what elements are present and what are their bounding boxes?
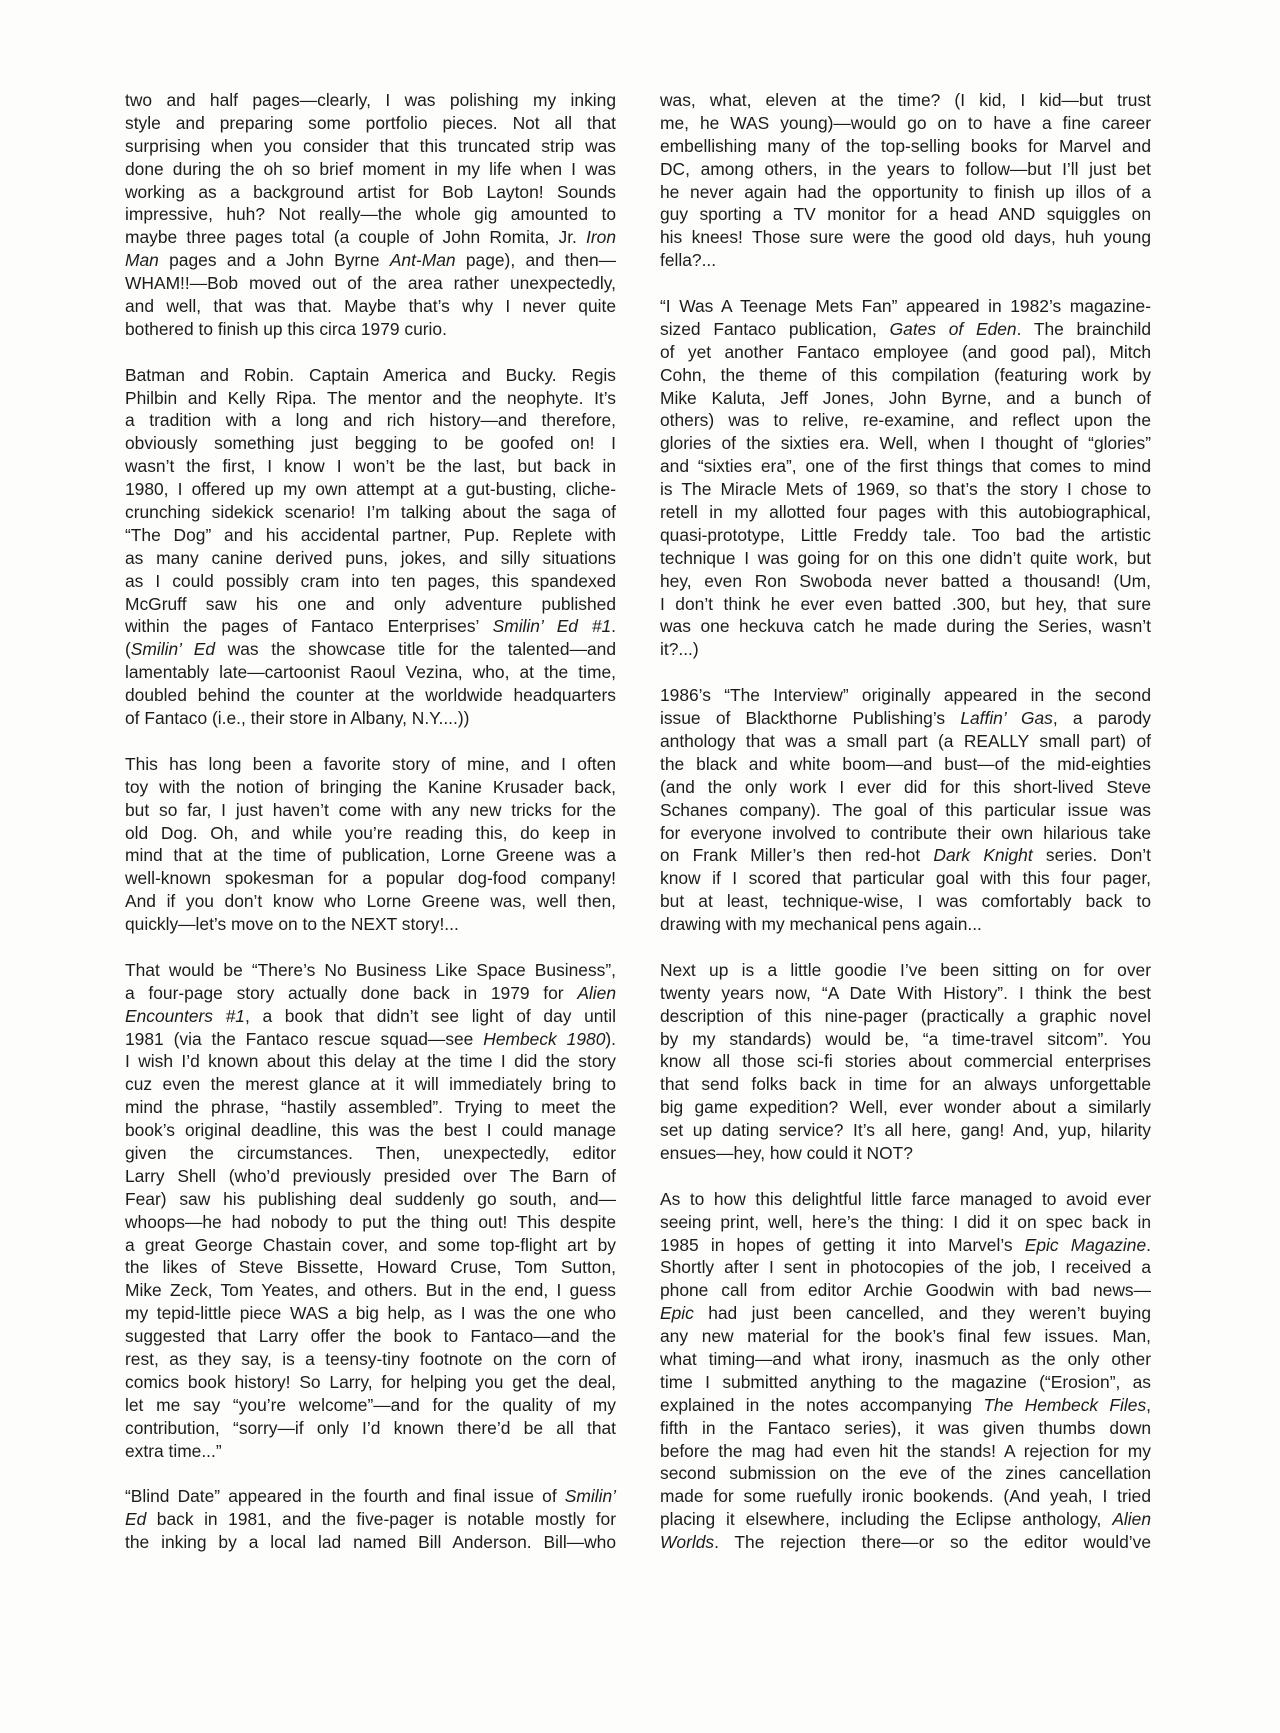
text-line: glories of the sixties era. Well, when I thought of “glories” <box>660 433 1151 454</box>
text-line: and “sixties era”, one of the first things that comes to mind <box>660 456 1151 477</box>
text-line: the likes of Steve Bissette, Howard Cruse, Tom Sutton, <box>125 1257 616 1278</box>
italic-title: Iron <box>586 227 616 248</box>
text-line: know if I scored that particular goal with this four pager, <box>660 868 1151 889</box>
text-line: phone call from editor Archie Goodwin with bad news— <box>660 1280 1151 1301</box>
text-line: is The Miracle Mets of 1969, so that’s the story I chose to <box>660 479 1151 500</box>
text-line: surprising when you consider that this truncated strip was <box>125 135 616 156</box>
text-line: was one heckuva catch he made during the Series, wasn’t <box>660 616 1151 637</box>
text-line: 1986’s “The Interview” originally appeared in the second <box>660 685 1151 706</box>
text-run: 1981 (via the Fantaco rescue squad—see <box>125 1028 484 1049</box>
text-line: Shortly after I sent in photocopies of the job, I received a <box>660 1257 1151 1278</box>
text-line: Philbin and Kelly Ripa. The mentor and the neophyte. It’s <box>125 387 616 408</box>
text-line: book’s original deadline, this was the best I could manage <box>125 1120 616 1141</box>
text-line: made for some ruefully ironic bookends. (And yeah, I tried <box>660 1486 1151 1507</box>
italic-title: Alien <box>1112 1509 1151 1530</box>
paragraph <box>660 89 1151 272</box>
text-line <box>660 318 1151 341</box>
text-line: “I Was A Teenage Mets Fan” appeared in 1982’s magazine- <box>660 296 1151 317</box>
text-line: technique I was going for on this one didn’t quite work, but <box>660 547 1151 568</box>
italic-title: Epic <box>660 1303 694 1324</box>
italic-title: Encounters #1 <box>125 1005 245 1026</box>
text-line: DC, among others, in the years to follow—but I’ll just bet <box>660 158 1151 179</box>
text-line: mind that at the time of publication, Lorne Greene was a <box>125 845 616 866</box>
text-line: anthology that was a small part (a REALLY small part) of <box>660 730 1151 751</box>
text-line: for everyone involved to contribute their own hilarious take <box>660 822 1151 843</box>
text-line: well-known spokesman for a popular dog-food company! <box>125 868 616 889</box>
text-line: a tradition with a long and rich history—and therefore, <box>125 410 616 431</box>
text-line: second submission on the eve of the zines cancellation <box>660 1463 1151 1484</box>
text-line <box>125 638 616 661</box>
text-line: cuz even the merest glance at it will immediately bring to <box>125 1074 616 1095</box>
italic-title: Worlds <box>660 1532 715 1553</box>
right-column <box>660 89 1151 1577</box>
text-line: And if you don’t know who Lorne Greene was, well then, <box>125 891 616 912</box>
text-line: wasn’t the first, I know I won’t be the last, but back in <box>125 456 616 477</box>
text-run: within the pages of Fantaco Enterprises’ <box>125 616 493 637</box>
text-run: had just been cancelled, and they weren’t buying <box>693 1303 1151 1324</box>
text-line: he never again had the opportunity to finish up illos of a <box>660 181 1151 202</box>
text-line: guy sporting a TV monitor for a head AND squiggles on <box>660 204 1151 225</box>
italic-title: The Hembeck Files <box>983 1394 1147 1415</box>
text-line: set up dating service? It’s all here, gang! And, yup, hilarity <box>660 1120 1151 1141</box>
text-line: quasi-prototype, Little Freddy tale. Too bad the artistic <box>660 524 1151 545</box>
italic-title: Ed <box>125 1509 147 1530</box>
text-line: the inking by a local lad named Bill Anderson. Bill—who <box>125 1532 616 1553</box>
text-line: but so far, I just haven’t come with any new tricks for the <box>125 799 616 820</box>
paragraph <box>125 753 616 936</box>
text-line: it?...) <box>660 639 699 660</box>
text-line: bothered to finish up this circa 1979 curio. <box>125 318 447 339</box>
text-line: two and half pages—clearly, I was polishing my inking <box>125 90 616 110</box>
text-line: That would be “There’s No Business Like Space Business”, <box>125 959 616 980</box>
text-line: lamentably late—cartoonist Raoul Vezina, who, at the time, <box>125 662 616 683</box>
text-line <box>125 1005 616 1028</box>
italic-title: Alien <box>577 982 616 1003</box>
text-line: and well, that was that. Maybe that’s why I never quite <box>125 296 616 317</box>
text-line: old Dog. Oh, and while you’re reading this, do keep in <box>125 822 616 843</box>
text-line <box>125 1028 616 1051</box>
text-line <box>125 226 616 249</box>
text-line: let me say “you’re welcome”—and for the quality of my <box>125 1394 616 1415</box>
text-line: ensues—hey, how could it NOT? <box>660 1142 913 1163</box>
italic-title: Smilin’ Ed #1 <box>492 616 612 637</box>
text-line: what timing—and what irony, inasmuch as the only other <box>660 1348 1151 1369</box>
text-run: page), and then— <box>455 250 617 271</box>
text-line: by my standards) would be, “a time-travel sitcom”. You <box>660 1028 1151 1049</box>
paragraph <box>660 1188 1151 1554</box>
text-line: Schanes company). The goal of this particular issue was <box>660 799 1151 820</box>
text-run: back in 1981, and the five-pager is notable mostly for <box>146 1509 616 1530</box>
italic-title: Man <box>125 250 159 271</box>
paragraph <box>660 295 1151 661</box>
italic-title: Dark Knight <box>933 845 1033 866</box>
text-line <box>660 1531 1151 1554</box>
text-line: Larry Shell (who’d previously presided over The Barn of <box>125 1165 616 1186</box>
text-line: as I could possibly cram into ten pages, this spandexed <box>125 570 616 591</box>
text-line: obviously something just begging to be goofed on! I <box>125 433 616 454</box>
text-run: maybe three pages total (a couple of John Romita, Jr. <box>125 227 587 248</box>
text-line: before the mag had even hit the stands! A rejection for my <box>660 1440 1151 1461</box>
text-line: any new material for the book’s final few issues. Man, <box>660 1326 1151 1347</box>
text-run: 1985 in hopes of getting it into Marvel’s <box>660 1234 1025 1255</box>
paragraph <box>125 89 616 341</box>
text-run: placing it elsewhere, including the Eclipse anthology, <box>660 1509 1113 1530</box>
text-line: of Fantaco (i.e., their store in Albany, N.Y....)) <box>125 708 470 729</box>
text-line: the black and white boom—and bust—of the mid-eighties <box>660 753 1151 774</box>
text-line: As to how this delightful little farce managed to avoid ever <box>660 1188 1151 1209</box>
text-line: I wish I’d known about this delay at the time I did the story <box>125 1051 616 1072</box>
text-line: as many canine derived puns, jokes, and silly situations <box>125 547 616 568</box>
text-line: know all those sci-fi stories about commercial enterprises <box>660 1051 1151 1072</box>
text-line <box>660 844 1151 867</box>
paragraph <box>125 1485 616 1554</box>
text-run: on Frank Miller’s then red-hot <box>660 845 934 866</box>
text-line: This has long been a favorite story of mine, and I often <box>125 753 616 774</box>
text-line: Next up is a little goodie I’ve been sitting on for over <box>660 959 1151 980</box>
text-line: “The Dog” and his accidental partner, Pup. Replete with <box>125 524 616 545</box>
text-line: crunching sidekick scenario! I’m talking about the saga of <box>125 502 616 523</box>
text-line: (and the only work I ever did for this short-lived Steve <box>660 776 1151 797</box>
text-line: but at least, technique-wise, I was comfortably back to <box>660 891 1151 912</box>
text-run: sized Fantaco publication, <box>660 318 890 339</box>
text-line: mind the phrase, “hastily assembled”. Trying to meet the <box>125 1097 616 1118</box>
text-line: given the circumstances. Then, unexpectedly, editor <box>125 1142 616 1163</box>
text-line: description of this nine-pager (practically a graphic novel <box>660 1005 1151 1026</box>
text-run: , <box>1146 1394 1151 1415</box>
text-line: suggested that Larry offer the book to Fantaco—and the <box>125 1326 616 1347</box>
text-run: . <box>1146 1234 1151 1255</box>
text-run: . The rejection there—or so the editor would’ve <box>714 1532 1151 1553</box>
text-line: doubled behind the counter at the worldwide headquarters <box>125 685 616 706</box>
paragraph <box>125 959 616 1463</box>
text-line <box>125 982 616 1005</box>
text-run: issue of Blackthorne Publishing’s <box>660 708 961 729</box>
text-line: that send folks back in time for an always unforgettable <box>660 1074 1151 1095</box>
text-run: was the showcase title for the talented—and <box>215 639 616 660</box>
text-line: hey, even Ron Swoboda never batted a thousand! (Um, <box>660 570 1151 591</box>
text-line: retell in my allotted four pages with this autobiographical, <box>660 502 1151 523</box>
paragraph <box>125 364 616 730</box>
text-run: “Blind Date” appeared in the fourth and final issue of <box>125 1486 565 1507</box>
text-line: McGruff saw his one and only adventure published <box>125 593 616 614</box>
text-line: fella?... <box>660 250 717 271</box>
italic-title: Smilin’ Ed <box>130 639 215 660</box>
text-line: whoops—he had nobody to put the thing out! This despite <box>125 1211 616 1232</box>
text-line: time I submitted anything to the magazine (“Erosion”, as <box>660 1371 1151 1392</box>
text-line: fifth in the Fantaco series), it was given thumbs down <box>660 1417 1151 1438</box>
text-run: pages and a John Byrne <box>158 250 390 271</box>
text-line: big game expedition? Well, ever wonder about a similarly <box>660 1097 1151 1118</box>
text-line: Mike Kaluta, Jeff Jones, John Byrne, and a bunch of <box>660 387 1151 408</box>
text-line: toy with the notion of bringing the Kanine Krusader back, <box>125 776 616 797</box>
text-run: , a parody <box>1052 708 1151 729</box>
text-line: WHAM!!—Bob moved out of the area rather unexpectedly, <box>125 273 616 294</box>
text-line: contribution, “sorry—if only I’d known there’d be all that <box>125 1417 616 1438</box>
text-line: me, he WAS young)—would go on to have a fine career <box>660 112 1151 133</box>
italic-title: Gates of Eden <box>889 318 1017 339</box>
text-line: extra time...” <box>125 1440 222 1461</box>
text-line: Mike Zeck, Tom Yeates, and others. But in the end, I guess <box>125 1280 616 1301</box>
text-line <box>660 1302 1151 1325</box>
text-line <box>125 615 616 638</box>
text-line: working as a background artist for Bob Layton! Sounds <box>125 181 616 202</box>
text-run: . <box>611 616 617 637</box>
text-line: 1980, I offered up my own attempt at a gut-busting, cliche- <box>125 479 616 500</box>
italic-title: Ant-Man <box>389 250 456 271</box>
paragraph <box>660 959 1151 1165</box>
text-line: of yet another Fantaco employee (and good pal), Mitch <box>660 341 1151 362</box>
text-line <box>660 1394 1151 1417</box>
text-line: his knees! Those sure were the good old days, huh young <box>660 227 1151 248</box>
text-run: ). <box>605 1028 616 1049</box>
text-line: impressive, huh? Not really—the whole gig amounted to <box>125 204 616 225</box>
text-line: a great George Chastain cover, and some top-flight art by <box>125 1234 616 1255</box>
text-run: . The brainchild <box>1016 318 1151 339</box>
text-line: style and preparing some portfolio pieces. Not all that <box>125 112 616 133</box>
text-run: explained in the notes accompanying <box>660 1394 984 1415</box>
text-line: rest, as they say, is a teensy-tiny footnote on the corn of <box>125 1348 616 1369</box>
text-line <box>660 707 1151 730</box>
text-line: others) was to relive, re-examine, and reflect upon the <box>660 410 1151 431</box>
text-line: I don’t think he ever even batted .300, but hey, that sure <box>660 593 1151 614</box>
text-line: twenty years now, “A Date With History”. I think the best <box>660 982 1151 1003</box>
italic-title: Epic Magazine <box>1024 1234 1147 1255</box>
text-line: comics book history! So Larry, for helping you get the deal, <box>125 1371 616 1392</box>
text-line: done during the oh so brief moment in my life when I was <box>125 158 616 179</box>
text-line: Fear) saw his publishing deal suddenly go south, and— <box>125 1188 616 1209</box>
left-column <box>125 89 616 1577</box>
text-run: , a book that didn’t see light of day until <box>244 1005 616 1026</box>
italic-title: Laffin’ Gas <box>960 708 1053 729</box>
text-run: a four-page story actually done back in 1979 for <box>125 982 578 1003</box>
text-line: quickly—let’s move on to the NEXT story!... <box>125 914 459 935</box>
italic-title: Hembeck 1980 <box>483 1028 606 1049</box>
text-line <box>125 1508 616 1531</box>
text-line: seeing print, well, here’s the thing: I did it on spec back in <box>660 1211 1151 1232</box>
text-line <box>125 249 616 272</box>
text-run: series. Don’t <box>1032 845 1151 866</box>
paragraph <box>660 684 1151 936</box>
text-line <box>660 1234 1151 1257</box>
text-line: drawing with my mechanical pens again... <box>660 914 982 935</box>
italic-title: Smilin’ <box>564 1486 616 1507</box>
text-line: my tepid-little piece WAS a big help, as I was the one who <box>125 1303 616 1324</box>
text-run: ( <box>125 639 131 660</box>
text-line: was, what, eleven at the time? (I kid, I kid—but trust <box>660 90 1151 110</box>
text-line: embellishing many of the top-selling books for Marvel and <box>660 135 1151 156</box>
text-line: Batman and Robin. Captain America and Bucky. Regis <box>125 364 616 385</box>
text-line <box>125 1485 616 1508</box>
text-line <box>660 1508 1151 1531</box>
text-line: Cohn, the theme of this compilation (featuring work by <box>660 364 1151 385</box>
